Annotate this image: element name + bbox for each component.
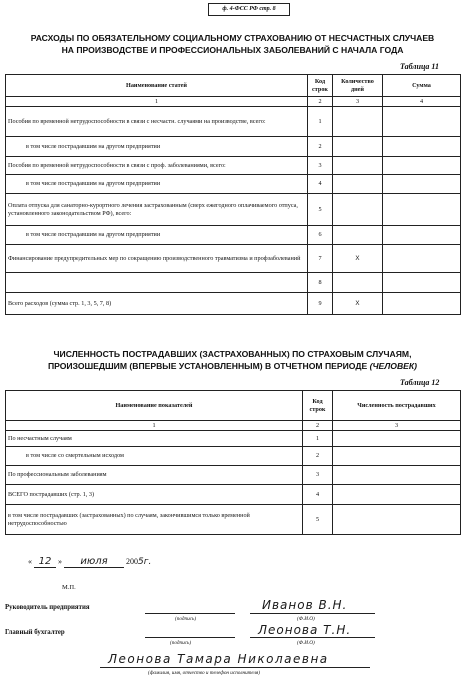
- date-day[interactable]: 12: [34, 556, 56, 568]
- row-name: Пособия по временной нетрудоспособности в связи с несчастн. случаями на производстве, всего:: [6, 107, 308, 137]
- row-value[interactable]: [333, 447, 461, 466]
- table11: [5, 74, 461, 315]
- row-sum[interactable]: [383, 273, 461, 293]
- row-code: 4: [303, 485, 333, 505]
- stamp-place: М.П.: [62, 584, 76, 591]
- row-value[interactable]: [333, 485, 461, 505]
- row-name: в том числе со смертельным исходом: [6, 447, 303, 466]
- row-name: в том числе пострадавшим на другом предприятии: [6, 226, 308, 245]
- row-code: 6: [308, 226, 333, 245]
- row-days: Х: [333, 245, 383, 273]
- table-row: [6, 137, 461, 157]
- table11-header-name: Наименование статей: [6, 75, 308, 97]
- head-caption-name: (Ф.И.О): [297, 616, 315, 622]
- table-row: [6, 107, 461, 137]
- row-value[interactable]: [333, 466, 461, 485]
- row-days[interactable]: [333, 137, 383, 157]
- executor-caption: (фамилия, имя, отчество и телефон исполнителя): [148, 670, 261, 676]
- table11-colnum-4: 4: [383, 97, 461, 107]
- date-month[interactable]: июля: [64, 556, 124, 568]
- row-code: 1: [308, 107, 333, 137]
- table-row: [6, 505, 461, 535]
- table11-colnum-1: 1: [6, 97, 308, 107]
- table-row: [6, 175, 461, 194]
- row-days[interactable]: [333, 157, 383, 175]
- table12-header-row: [6, 391, 461, 421]
- row-code: 9: [308, 293, 333, 315]
- row-days[interactable]: [333, 273, 383, 293]
- head-label: Руководитель предприятия: [5, 604, 90, 611]
- head-caption-sign: (подпись): [175, 616, 197, 622]
- row-value[interactable]: [333, 431, 461, 447]
- row-name: в том числе пострадавшим на другом предприятии: [6, 175, 308, 194]
- row-sum[interactable]: [383, 293, 461, 315]
- row-name: По профессиональным заболеваниям: [6, 466, 303, 485]
- date-year-handwritten[interactable]: 5г.: [138, 557, 152, 567]
- row-sum[interactable]: [383, 226, 461, 245]
- table-row: [6, 293, 461, 315]
- table12-header-name: Наименование показателей: [6, 391, 303, 421]
- row-code: 2: [308, 137, 333, 157]
- row-sum[interactable]: [383, 194, 461, 226]
- table12-title-line1: ЧИСЛЕННОСТЬ ПОСТРАДАВШИХ (ЗАСТРАХОВАННЫХ) ПО СТРАХОВЫМ СЛУЧАЯМ,: [53, 349, 412, 359]
- head-name-line: [250, 613, 375, 614]
- row-sum[interactable]: [383, 137, 461, 157]
- table-row: [6, 226, 461, 245]
- row-name: Финансирование предупредительных мер по сокращению производственного травматизма и профзаболеваний: [6, 245, 308, 273]
- row-name: ВСЕГО пострадавших (стр. 1, 3): [6, 485, 303, 505]
- row-name: [6, 273, 308, 293]
- executor-name[interactable]: Леонова Тамара Николаевна: [108, 652, 329, 666]
- row-code: 1: [303, 431, 333, 447]
- table12-title-suffix: (ЧЕЛОВЕК): [369, 361, 418, 371]
- table12: [5, 390, 461, 535]
- form-code: ф. 4-ФСС РФ стр. 8: [208, 3, 290, 16]
- table11-label: Таблица 11: [400, 62, 439, 71]
- accountant-sign-line: [145, 637, 235, 638]
- row-name: Всего расходов (сумма стр. 1, 3, 5, 7, 8): [6, 293, 308, 315]
- head-sign-line: [145, 613, 235, 614]
- head-signature[interactable]: Иванов В.Н.: [262, 598, 348, 612]
- table12-title-line2: [0, 360, 465, 372]
- row-name: По несчастным случаям: [6, 431, 303, 447]
- table11-colnum-3: 3: [333, 97, 383, 107]
- table-row: [6, 245, 461, 273]
- table11-colnum-row: [6, 97, 461, 107]
- table11-header-sum: Сумма: [383, 75, 461, 97]
- table12-colnum-1: 1: [6, 421, 303, 431]
- table-row: [6, 157, 461, 175]
- accountant-caption-name: (Ф.И.О): [297, 640, 315, 646]
- row-code: 3: [308, 157, 333, 175]
- table12-colnum-3: 3: [333, 421, 461, 431]
- table12-colnum-row: [6, 421, 461, 431]
- table12-header-value: Численность пострадавших: [333, 391, 461, 421]
- table11-header-row: [6, 75, 461, 97]
- row-code: 7: [308, 245, 333, 273]
- date-year-printed: 200: [126, 557, 138, 566]
- row-name: Оплата отпуска для санаторно-курортного лечения застрахованным (сверх ежегодного оплачиваемого отпуса, установленного законодательством РФ), всего:: [6, 194, 308, 226]
- table11-header-code: Код строк: [308, 75, 333, 97]
- table12-header-code: Код строк: [303, 391, 333, 421]
- row-code: 2: [303, 447, 333, 466]
- row-sum[interactable]: [383, 107, 461, 137]
- row-name: в том числе пострадавших (застрахованных) по случаям, закончившимся только временной нетрудоспособностью: [6, 505, 303, 535]
- row-name: в том числе пострадавшим на другом предприятии: [6, 137, 308, 157]
- table11-header-days: Количество дней: [333, 75, 383, 97]
- accountant-signature[interactable]: Леонова Т.Н.: [258, 623, 352, 637]
- executor-line: [100, 667, 370, 668]
- date-close-quote: »: [58, 557, 62, 566]
- row-value[interactable]: [333, 505, 461, 535]
- table11-title-line2: НА ПРОИЗВОДСТВЕ И ПРОФЕССИОНАЛЬНЫХ ЗАБОЛЕВАНИЙ С НАЧАЛА ГОДА: [61, 45, 404, 55]
- date-open-quote: «: [28, 557, 32, 566]
- row-days[interactable]: [333, 175, 383, 194]
- report-date: [28, 556, 151, 568]
- row-code: 3: [303, 466, 333, 485]
- row-days[interactable]: [333, 107, 383, 137]
- table-row: [6, 431, 461, 447]
- row-sum[interactable]: [383, 245, 461, 273]
- row-sum[interactable]: [383, 157, 461, 175]
- row-days: Х: [333, 293, 383, 315]
- row-name: Пособия по временной нетрудоспособности в связи с проф. заболеваниями, всего:: [6, 157, 308, 175]
- table12-label: Таблица 12: [400, 378, 440, 387]
- row-days[interactable]: [333, 226, 383, 245]
- table-row: [6, 466, 461, 485]
- table-row: [6, 447, 461, 466]
- row-code: 5: [303, 505, 333, 535]
- table-row: [6, 485, 461, 505]
- table-row: [6, 273, 461, 293]
- table11-colnum-2: 2: [308, 97, 333, 107]
- accountant-label: Главный бухгалтер: [5, 629, 65, 636]
- row-sum[interactable]: [383, 175, 461, 194]
- table12-title-text: ПРОИЗОШЕДШИМ (ВПЕРВЫЕ УСТАНОВЛЕННЫМ) В ОТЧЕТНОМ ПЕРИОДЕ: [47, 361, 368, 371]
- row-days[interactable]: [333, 194, 383, 226]
- accountant-caption-sign: (подпись): [170, 640, 192, 646]
- accountant-name-line: [250, 637, 375, 638]
- row-code: 4: [308, 175, 333, 194]
- row-code: 5: [308, 194, 333, 226]
- table11-title-line1: РАСХОДЫ ПО ОБЯЗАТЕЛЬНОМУ СОЦИАЛЬНОМУ СТРАХОВАНИЮ ОТ НЕСЧАСТНЫХ СЛУЧАЕВ: [30, 33, 435, 43]
- row-code: 8: [308, 273, 333, 293]
- table-row: [6, 194, 461, 226]
- table12-colnum-2: 2: [303, 421, 333, 431]
